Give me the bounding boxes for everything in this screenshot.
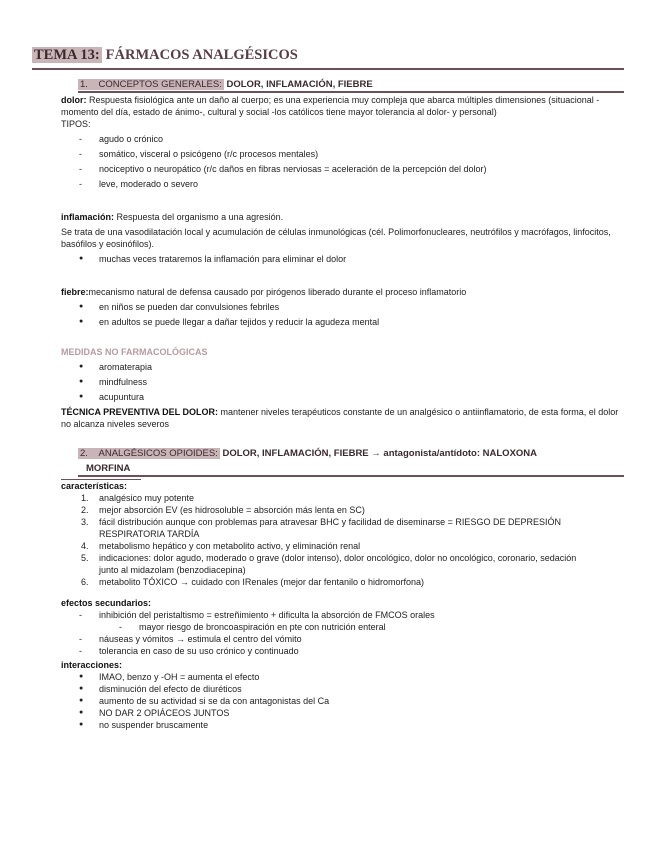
tecnica-term: TÉCNICA PREVENTIVA DEL DOLOR: — [61, 407, 219, 417]
section-2-heading-line2 — [86, 462, 130, 475]
list-item: 5. indicaciones: dolor agudo, moderado o grave (dolor intenso), dolor oncológico, dolor no oncológico, coronario, sedación junto al midazolam (benzodiacepina) — [81, 553, 577, 575]
tipos-label: TIPOS: — [61, 119, 91, 129]
list-item: 4. metabolismo hepático y con metabolito activo, y eliminación renal — [81, 541, 361, 551]
caracteristicas-block — [61, 480, 627, 588]
list-item: ● no suspender bruscamente — [61, 719, 627, 731]
list-item: - agudo o crónico — [61, 133, 627, 145]
title-label: TEMA 13: — [34, 47, 100, 63]
section-2-number: 2. — [80, 448, 88, 459]
list-item: - leve, moderado o severo — [61, 178, 627, 190]
inflamacion-term: inflamación: — [61, 212, 115, 222]
list-item: 6. metabolito TÓXICO → cuidado con IRenales (mejor dar fentanilo o hidromorfona) — [81, 577, 424, 587]
interacciones-block — [61, 659, 627, 731]
list-item: ● acupuntura — [61, 391, 627, 403]
list-item: ● en niños se pueden dar convulsiones febriles — [61, 301, 627, 313]
section-1-number: 1. — [80, 79, 88, 90]
inflamacion-definition: Respuesta del organismo a una agresión. — [116, 212, 284, 222]
efectos-block — [61, 597, 627, 657]
section-1-heading — [78, 78, 373, 91]
interacciones-term: interacciones: — [61, 660, 123, 670]
section-2-underline — [78, 475, 624, 477]
tecnica-definition: mantener niveles terapéuticos constante de un analgésico o antiinflamatorio, de esta forma, el dolor no alcanza niveles severos — [61, 407, 619, 429]
title-underline — [32, 68, 624, 70]
inflamacion-text: Se trata de una vasodilatación local y acumulación de células inmunológicas (cél. Polimorfonucleares, neutrófilos y macrófagos, linfocitos, basófilos y eosinófilos). — [61, 227, 611, 249]
fiebre-term: fiebre: — [61, 287, 89, 297]
list-item: - somático, visceral o psicógeno (r/c procesos mentales) — [61, 148, 627, 160]
dolor-definition: Respuesta fisiológica ante un daño al cuerpo; es una experiencia muy compleja que abarca múltiples dimensiones (situacional -momento del día, estado de ánimo-, cultural y social -los católicos tiene mayor tolerancia al dolor- y personal) — [61, 95, 600, 117]
fiebre-block — [61, 286, 627, 328]
section-1-underline — [78, 91, 624, 93]
list-item: - tolerancia en caso de su uso crónico y continuado — [61, 645, 627, 657]
list-item: ● aumento de su actividad si se da con antagonistas del Ca — [61, 695, 627, 707]
list-item: ● NO DAR 2 OPIÁCEOS JUNTOS — [61, 707, 627, 719]
list-item: ● mindfulness — [61, 376, 627, 388]
page-title — [32, 46, 298, 64]
list-item: ● muchas veces trataremos la inflamación para eliminar el dolor — [61, 253, 627, 265]
medidas-block — [61, 346, 627, 430]
efectos-term: efectos secundarios: — [61, 598, 152, 608]
section-2-label: ANALGÉSICOS OPIOIDES: — [98, 448, 218, 459]
list-item: 2. mejor absorción EV (es hidrosoluble = absorción más lenta en SC) — [81, 505, 365, 515]
inflamacion-block — [61, 211, 627, 265]
list-subitem: - mayor riesgo de broncoaspiración en pte con nutrición enteral — [61, 621, 627, 633]
list-item: ● en adultos se puede llegar a dañar tejidos y reducir la agudeza mental — [61, 316, 627, 328]
list-item: ● disminución del efecto de diuréticos — [61, 683, 627, 695]
section-2-heading — [78, 447, 537, 460]
title-text: FÁRMACOS ANALGÉSICOS — [105, 47, 298, 63]
dolor-block — [61, 94, 627, 190]
list-item: - inhibición del peristaltismo = estreñimiento + dificulta la absorción de FMCOS orales — [61, 609, 627, 621]
section-2-antagonist: → antagonista/antídoto: NALOXONA — [371, 448, 538, 459]
fiebre-definition: mecanismo natural de defensa causado por pirógenos liberado durante el proceso inflamatorio — [88, 287, 467, 297]
list-item: 3. fácil distribución aunque con problemas para atravesar BHC y facilidad de diseminarse = RIESGO DE DEPRESIÓN RESPIRATORIA TARDÍA — [81, 517, 561, 539]
section-2-rest: DOLOR, INFLAMACIÓN, FIEBRE — [222, 448, 369, 459]
section-2-line2: MORFINA — [86, 463, 131, 474]
list-item: - náuseas y vómitos → estimula el centro del vómito — [61, 633, 627, 645]
section-1-label: CONCEPTOS GENERALES: — [98, 79, 222, 90]
section-1-rest: DOLOR, INFLAMACIÓN, FIEBRE — [226, 79, 373, 90]
dolor-term: dolor: — [61, 95, 87, 105]
list-item: - nociceptivo o neuropático (r/c daños en fibras nerviosas = aceleración de la percepción del dolor) — [61, 163, 627, 175]
list-item: 1. analgésico muy potente — [81, 493, 195, 503]
list-item: ● IMAO, benzo y -OH = aumenta el efecto — [61, 671, 627, 683]
caracteristicas-term: características: — [61, 481, 128, 491]
medidas-heading: MEDIDAS NO FARMACOLÓGICAS — [61, 347, 208, 357]
list-item: ● aromaterapia — [61, 361, 627, 373]
